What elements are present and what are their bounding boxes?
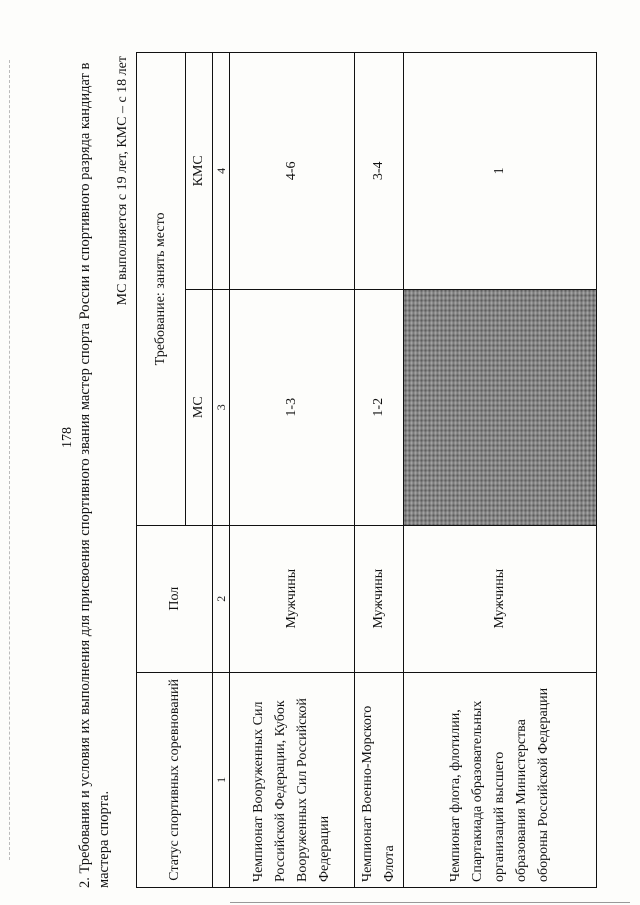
row-kms-place: 3-4 (355, 53, 404, 290)
row-status: Чемпионат Военно-Морского Флота (355, 672, 404, 887)
row-status: Чемпионат флота, флотилии, Спартакиада образовательных организаций высшего образования Министерства обороны Российской Федерации (404, 672, 597, 887)
row-ms-place: 1-3 (230, 289, 355, 525)
header-status: Статус спортивных соревнований (137, 672, 213, 887)
row-gender: Мужчины (355, 525, 404, 672)
row-gender: Мужчины (230, 525, 355, 672)
section-caption: 2. Требования и условия их выполнения для присвоения спортивного звания мастер спорта России и спортивного разряда кандидат в мастера спорта. (77, 62, 112, 888)
column-number-4: 4 (213, 53, 230, 290)
header-kms: КМС (186, 53, 213, 290)
page-number: 178 (60, 427, 75, 448)
scan-edge-line (9, 60, 10, 860)
table-row (404, 53, 597, 888)
table-row (230, 53, 355, 888)
row-ms-place: 1-2 (355, 289, 404, 525)
row-gender: Мужчины (404, 525, 597, 672)
row-kms-place: 1 (404, 53, 597, 290)
shaded-empty-cell (404, 289, 597, 525)
table-row (355, 53, 404, 888)
scan-bottom-line (230, 902, 630, 903)
header-ms: МС (186, 289, 213, 525)
row-kms-place: 4-6 (230, 53, 355, 290)
age-note: МС выполняется с 19 лет, КМС – с 18 лет (115, 56, 130, 306)
table-header-row (137, 53, 186, 888)
column-number-1: 1 (213, 672, 230, 887)
column-number-3: 3 (213, 289, 230, 525)
header-requirement: Требование: занять место (137, 53, 186, 526)
norms-table (136, 52, 597, 888)
header-gender: Пол (137, 525, 213, 672)
column-number-2: 2 (213, 525, 230, 672)
column-number-row (213, 53, 230, 888)
row-status: Чемпионат Вооруженных Сил Российской Федерации, Кубок Вооруженных Сил Российской Федерации (230, 672, 355, 887)
rotated-page (60, 48, 580, 888)
